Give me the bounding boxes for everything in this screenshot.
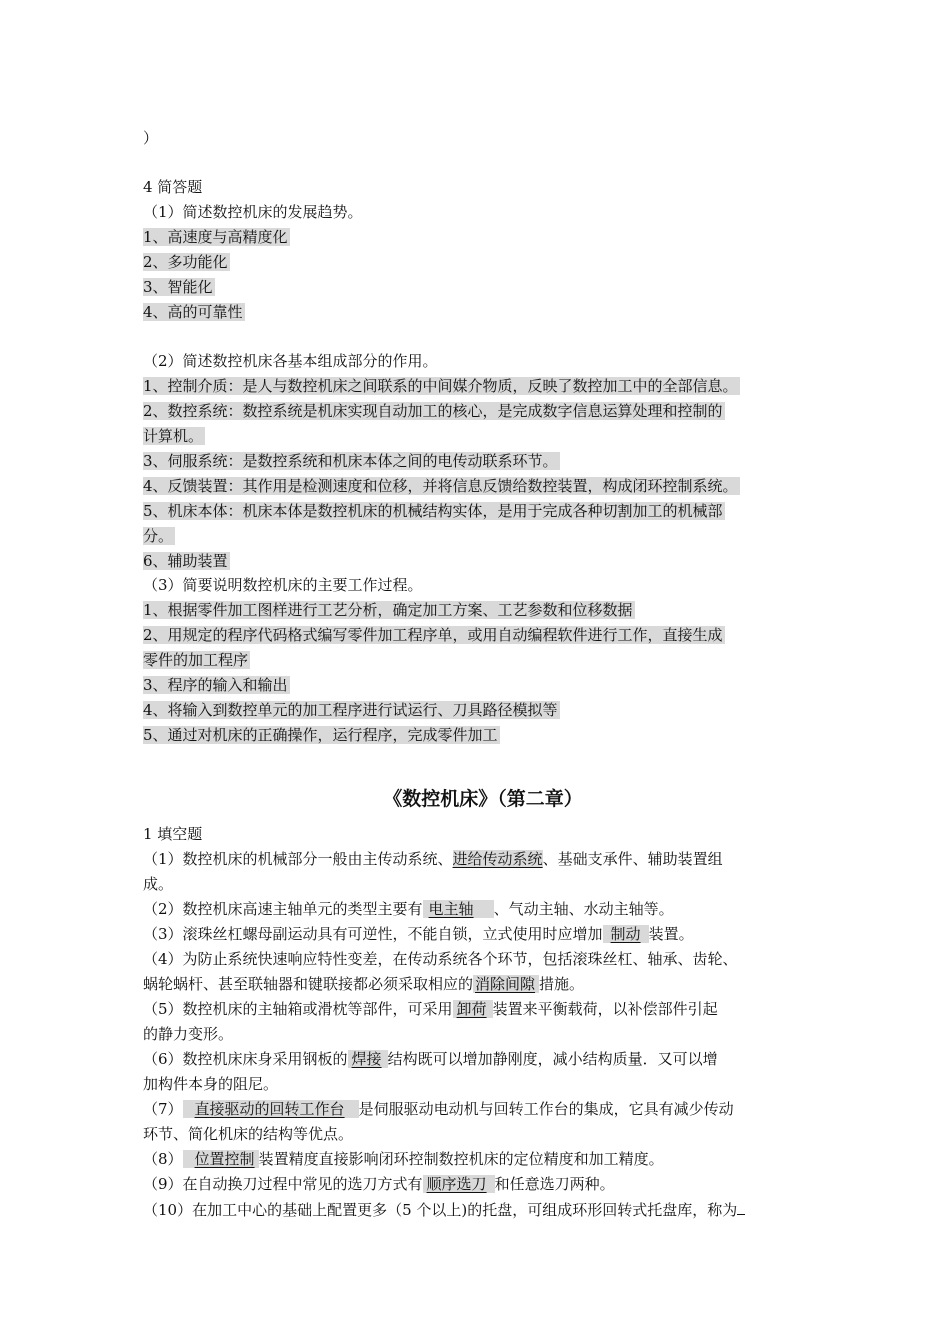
- answer-3-1: 1、根据零件加工图样进行工艺分析，确定加工方案、工艺参数和位移数据: [143, 601, 633, 619]
- fill-answer-5: 卸荷: [453, 1000, 493, 1018]
- fill-item-6-line2: 加构件本身的阻尼。: [143, 1075, 279, 1093]
- fill-answer-7: 直接驱动的回转工作台: [183, 1100, 359, 1118]
- answer-1-3: 3、智能化: [143, 278, 213, 296]
- question-3: （3）简要说明数控机床的主要工作过程。: [143, 576, 423, 594]
- fill-answer-6: 焊接: [348, 1050, 388, 1068]
- fill-item-6: （6）数控机床床身采用钢板的 焊接 结构既可以增加静刚度，减小结构质量．又可以增: [143, 1050, 718, 1068]
- fill-item-8: （8） 位置控制 装置精度直接影响闭环控制数控机床的定位精度和加工精度。: [143, 1150, 664, 1168]
- fill-item-4-line1: （4）为防止系统快速响应特性变差，在传动系统各个环节，包括滚珠丝杠、轴承、齿轮、: [143, 950, 738, 968]
- fill-item-9: （9）在自动换刀过程中常见的选刀方式有 顺序选刀 和任意选刀两种。: [143, 1175, 615, 1193]
- answer-2-2-line2: 计算机。: [143, 427, 204, 445]
- fill-item-4-line2: 蜗轮蜗杆、甚至联轴器和键联接都必须采取相应的 消除间隙 措施。: [143, 975, 585, 993]
- answer-3-2-line2: 零件的加工程序: [143, 651, 249, 669]
- section-heading-fill-in: 1 填空题: [143, 825, 203, 843]
- fill-item-3: （3）滚珠丝杠螺母副运动具有可逆性，不能自锁，立式使用时应增加 制动 装置。: [143, 925, 694, 943]
- answer-2-5-line1: 5、机床本体：机床本体是数控机床的机械结构实体，是用于完成各种切割加工的机械部: [143, 502, 723, 520]
- answer-2-4: 4、反馈装置：其作用是检测速度和位移，并将信息反馈给数控装置，构成闭环控制系统。: [143, 477, 738, 495]
- fill-answer-4: 消除间隙: [473, 975, 539, 993]
- fill-item-7: （7） 直接驱动的回转工作台 是伺服驱动电动机与回转工作台的集成，它具有减少传动: [143, 1100, 734, 1118]
- answer-1-2: 2、多功能化: [143, 253, 228, 271]
- answer-3-5: 5、通过对机床的正确操作，运行程序，完成零件加工: [143, 726, 498, 744]
- stray-parenthesis: ）: [143, 129, 159, 147]
- question-2: （2）简述数控机床各基本组成部分的作用。: [143, 352, 438, 370]
- answer-2-5-line2: 分。: [143, 527, 174, 545]
- answer-1-4: 4、高的可靠性: [143, 303, 243, 321]
- answer-2-3: 3、伺服系统：是数控系统和机床本体之间的电传动联系环节。: [143, 452, 558, 470]
- fill-answer-3: 制动: [603, 925, 649, 943]
- fill-item-5: （5）数控机床的主轴箱或滑枕等部件，可采用 卸荷 装置来平衡载荷，以补偿部件引起: [143, 1000, 718, 1018]
- fill-item-1-line2: 成。: [143, 875, 174, 893]
- fill-item-2: （2）数控机床高速主轴单元的类型主要有 电主轴 、气动主轴、水动主轴等。: [143, 900, 674, 918]
- question-1: （1）简述数控机床的发展趋势。: [143, 203, 363, 221]
- chapter-title: 《数控机床》（第二章）: [383, 788, 583, 810]
- fill-answer-1: 进给传动系统: [452, 850, 543, 868]
- answer-3-3: 3、程序的输入和输出: [143, 676, 288, 694]
- section-heading-short-answer: 4 简答题: [143, 178, 203, 196]
- fill-answer-9: 顺序选刀: [423, 1175, 495, 1193]
- answer-3-2-line1: 2、用规定的程序代码格式编写零件加工程序单，或用自动编程软件进行工作，直接生成: [143, 626, 723, 644]
- fill-answer-2: 电主轴: [423, 900, 494, 918]
- fill-answer-8: 位置控制: [183, 1150, 259, 1168]
- fill-item-1: （1）数控机床的机械部分一般由主传动系统、进给传动系统、基础支承件、辅助装置组: [143, 850, 723, 868]
- answer-2-6: 6、辅助装置: [143, 552, 228, 570]
- answer-2-2-line1: 2、数控系统：数控系统是机床实现自动加工的核心，是完成数字信息运算处理和控制的: [143, 402, 723, 420]
- answer-3-4: 4、将输入到数控单元的加工程序进行试运行、刀具路径模拟等: [143, 701, 558, 719]
- fill-item-7-line2: 环节、简化机床的结构等优点。: [143, 1125, 354, 1143]
- answer-2-1: 1、控制介质：是人与数控机床之间联系的中间媒介物质，反映了数控加工中的全部信息。: [143, 377, 738, 395]
- fill-item-5-line2: 的静力变形。: [143, 1025, 234, 1043]
- fill-item-10: （10）在加工中心的基础上配置更多（5 个以上)的托盘，可组成环形回转式托盘库，称为: [143, 1198, 745, 1221]
- answer-1-1: 1、高速度与高精度化: [143, 228, 288, 246]
- fill-blank-10: [737, 1198, 745, 1215]
